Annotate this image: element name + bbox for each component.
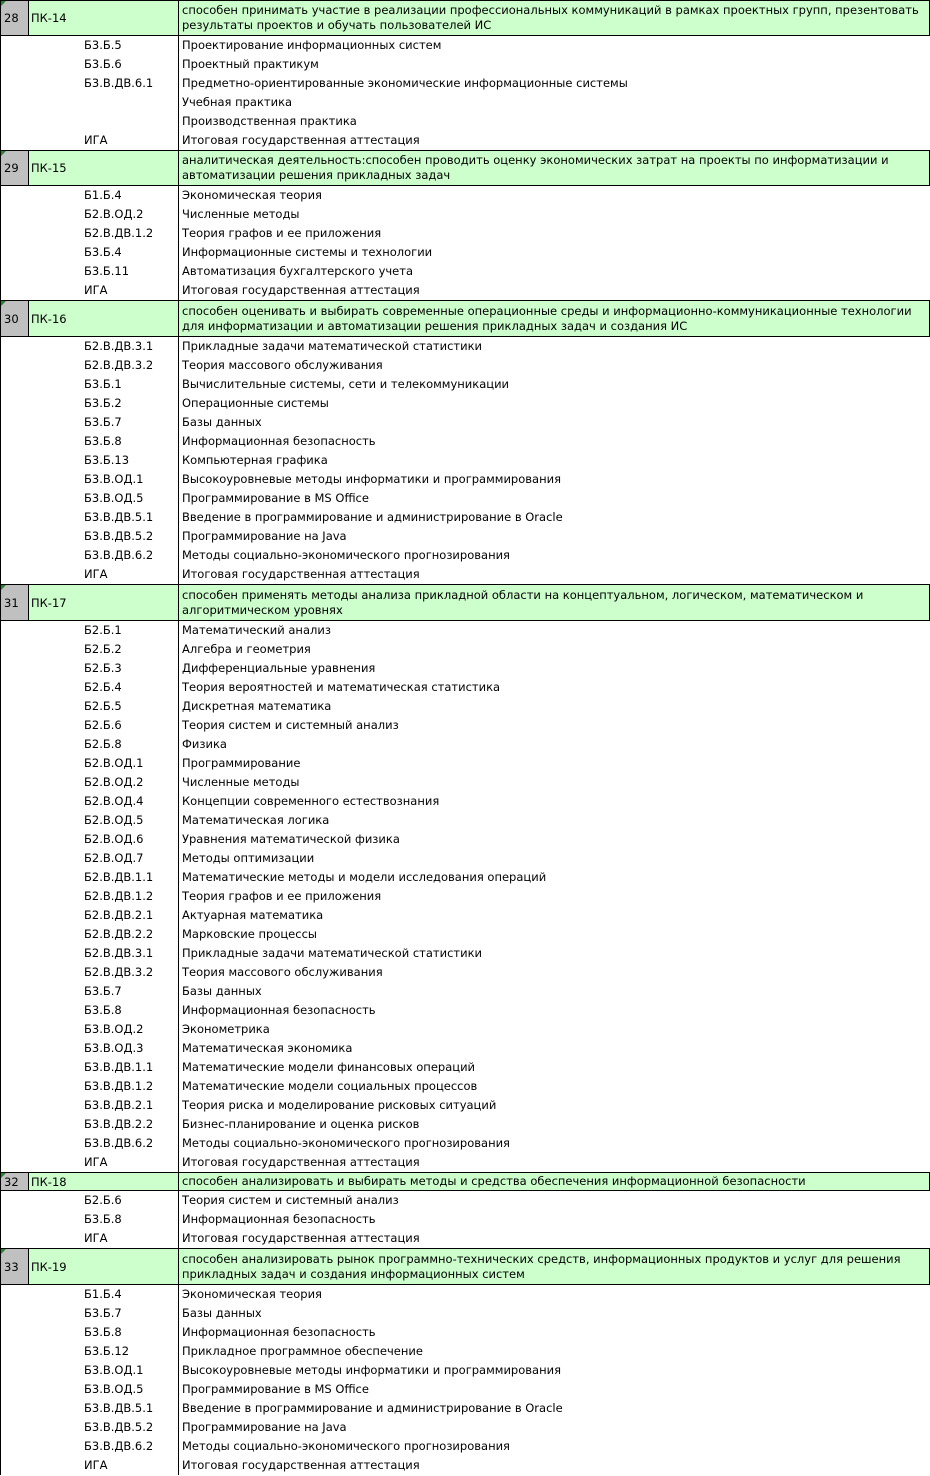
discipline-row[interactable] bbox=[0, 527, 930, 546]
competency-code[interactable]: ПК-19 bbox=[31, 1259, 67, 1274]
discipline-row[interactable] bbox=[0, 1229, 930, 1248]
discipline-name[interactable]: Программирование на Java bbox=[178, 1418, 930, 1437]
discipline-name[interactable]: Бизнес-планирование и оценка рисков bbox=[178, 1115, 930, 1134]
discipline-name[interactable]: Математические методы и модели исследования операций bbox=[178, 868, 930, 887]
discipline-name[interactable]: Теория систем и системный анализ bbox=[178, 716, 930, 735]
discipline-row[interactable] bbox=[0, 1437, 930, 1456]
discipline-name[interactable]: Итоговая государственная аттестация bbox=[178, 281, 930, 300]
discipline-name[interactable]: Методы социально-экономического прогнозирования bbox=[178, 1437, 930, 1456]
discipline-row[interactable] bbox=[0, 262, 930, 281]
discipline-name[interactable]: Введение в программирование и администрирование в Oracle bbox=[178, 1399, 930, 1418]
discipline-code[interactable]: Б3.В.ДВ.5.1 bbox=[84, 510, 154, 524]
discipline-code[interactable]: Б2.В.ДВ.1.2 bbox=[84, 889, 154, 903]
comment-marker-icon bbox=[1, 1249, 6, 1254]
competency-description[interactable]: способен анализировать и выбирать методы и средства обеспечения информационной безопасности bbox=[178, 1173, 930, 1190]
discipline-code[interactable]: Б3.В.ДВ.2.1 bbox=[84, 1098, 154, 1112]
discipline-code[interactable]: Б3.Б.12 bbox=[84, 1344, 130, 1358]
discipline-name[interactable]: Высокоуровневые методы информатики и программирования bbox=[178, 1361, 930, 1380]
discipline-name[interactable]: Концепции современного естествознания bbox=[178, 792, 930, 811]
discipline-row[interactable] bbox=[0, 1210, 930, 1229]
discipline-row[interactable] bbox=[0, 112, 930, 131]
discipline-code[interactable]: Б3.Б.8 bbox=[84, 1003, 122, 1017]
discipline-name[interactable]: Теория вероятностей и математическая статистика bbox=[178, 678, 930, 697]
discipline-code[interactable]: Б2.В.ОД.2 bbox=[84, 775, 144, 789]
discipline-name[interactable]: Информационная безопасность bbox=[178, 1210, 930, 1229]
discipline-code[interactable]: ИГА bbox=[84, 567, 108, 581]
discipline-row[interactable] bbox=[0, 1361, 930, 1380]
discipline-name[interactable]: Вычислительные системы, сети и телекоммуникации bbox=[178, 375, 930, 394]
discipline-code[interactable]: ИГА bbox=[84, 1458, 108, 1472]
discipline-name[interactable]: Прикладные задачи математической статистики bbox=[178, 944, 930, 963]
discipline-code[interactable]: Б2.В.ДВ.3.1 bbox=[84, 339, 154, 353]
discipline-name[interactable]: Уравнения математической физика bbox=[178, 830, 930, 849]
discipline-row[interactable] bbox=[0, 356, 930, 375]
discipline-name[interactable]: Информационная безопасность bbox=[178, 1323, 930, 1342]
competency-code[interactable]: ПК-15 bbox=[31, 161, 67, 175]
discipline-code[interactable]: Б2.Б.4 bbox=[84, 680, 122, 694]
discipline-name[interactable]: Эконометрика bbox=[178, 1020, 930, 1039]
discipline-code[interactable]: ИГА bbox=[84, 1155, 108, 1169]
discipline-name[interactable]: Физика bbox=[178, 735, 930, 754]
discipline-row[interactable] bbox=[0, 432, 930, 451]
discipline-name[interactable]: Математическая логика bbox=[178, 811, 930, 830]
row-number[interactable]: 29 bbox=[0, 151, 29, 185]
discipline-row[interactable] bbox=[0, 621, 930, 640]
discipline-code[interactable]: Б3.В.ДВ.1.1 bbox=[84, 1060, 154, 1074]
discipline-row[interactable] bbox=[0, 1342, 930, 1361]
row-number[interactable]: 32 bbox=[0, 1173, 29, 1190]
discipline-row[interactable] bbox=[0, 375, 930, 394]
discipline-row[interactable] bbox=[0, 659, 930, 678]
discipline-code[interactable]: Б3.В.ОД.1 bbox=[84, 1363, 144, 1377]
discipline-row[interactable] bbox=[0, 1077, 930, 1096]
discipline-row[interactable] bbox=[0, 1058, 930, 1077]
discipline-row[interactable] bbox=[0, 546, 930, 565]
discipline-name[interactable]: Высокоуровневые методы информатики и программирования bbox=[178, 470, 930, 489]
discipline-code[interactable]: Б2.В.ДВ.1.1 bbox=[84, 870, 154, 884]
discipline-code[interactable]: Б2.В.ОД.7 bbox=[84, 851, 144, 865]
discipline-code[interactable]: Б3.В.ДВ.5.2 bbox=[84, 529, 154, 543]
discipline-row[interactable] bbox=[0, 944, 930, 963]
discipline-name[interactable]: Дифференциальные уравнения bbox=[178, 659, 930, 678]
discipline-code[interactable]: Б3.Б.8 bbox=[84, 1212, 122, 1226]
discipline-row[interactable] bbox=[0, 1153, 930, 1172]
discipline-row[interactable] bbox=[0, 93, 930, 112]
discipline-name[interactable]: Программирование bbox=[178, 754, 930, 773]
discipline-name[interactable]: Численные методы bbox=[178, 773, 930, 792]
discipline-name[interactable]: Итоговая государственная аттестация bbox=[178, 131, 930, 150]
discipline-row[interactable] bbox=[0, 394, 930, 413]
competency-description[interactable]: способен оценивать и выбирать современные операционные среды и информационно-коммуникационные технологии для информатизации и автоматизации решения прикладных задач и создания ИС bbox=[178, 301, 930, 336]
competency-description[interactable]: способен анализировать рынок программно-технических средств, информационных продуктов и услуг для решения прикладных задач и создания информационных систем bbox=[178, 1249, 930, 1284]
discipline-row[interactable] bbox=[0, 337, 930, 356]
discipline-code[interactable]: Б2.Б.1 bbox=[84, 623, 122, 637]
discipline-code[interactable]: Б2.В.ДВ.2.1 bbox=[84, 908, 154, 922]
discipline-code[interactable]: Б3.Б.7 bbox=[84, 984, 122, 998]
discipline-code[interactable]: Б1.Б.4 bbox=[84, 1287, 122, 1301]
discipline-name[interactable]: Алгебра и геометрия bbox=[178, 640, 930, 659]
discipline-name[interactable]: Теория систем и системный анализ bbox=[178, 1191, 930, 1210]
discipline-code[interactable]: Б2.Б.6 bbox=[84, 1193, 122, 1207]
comment-marker-icon bbox=[1, 1, 6, 6]
discipline-code[interactable]: Б3.Б.11 bbox=[84, 264, 130, 278]
row-number[interactable]: 31 bbox=[0, 585, 29, 620]
discipline-code[interactable]: Б3.Б.7 bbox=[84, 1306, 122, 1320]
discipline-code[interactable]: Б3.В.ОД.5 bbox=[84, 1382, 144, 1396]
discipline-name[interactable]: Прикладное программное обеспечение bbox=[178, 1342, 930, 1361]
discipline-name[interactable]: Экономическая теория bbox=[178, 1285, 930, 1304]
competency-description[interactable]: способен применять методы анализа прикладной области на концептуальном, логическом, математическом и алгоритмическом уровнях bbox=[178, 585, 930, 620]
discipline-name[interactable]: Теория графов и ее приложения bbox=[178, 887, 930, 906]
discipline-code[interactable]: Б3.В.ОД.3 bbox=[84, 1041, 144, 1055]
discipline-name[interactable]: Автоматизация бухгалтерского учета bbox=[178, 262, 930, 281]
competency-header-row[interactable] bbox=[0, 0, 930, 36]
discipline-row[interactable] bbox=[0, 1020, 930, 1039]
discipline-code[interactable] bbox=[82, 112, 178, 131]
discipline-code[interactable]: ИГА bbox=[84, 133, 108, 147]
discipline-name[interactable]: Итоговая государственная аттестация bbox=[178, 1229, 930, 1248]
discipline-code[interactable]: Б3.Б.8 bbox=[84, 434, 122, 448]
discipline-code[interactable]: Б3.В.ДВ.6.1 bbox=[84, 76, 154, 90]
discipline-row[interactable] bbox=[0, 906, 930, 925]
discipline-code[interactable]: Б2.В.ОД.6 bbox=[84, 832, 144, 846]
discipline-name[interactable]: Итоговая государственная аттестация bbox=[178, 1456, 930, 1475]
discipline-name[interactable]: Марковские процессы bbox=[178, 925, 930, 944]
competency-description[interactable]: аналитическая деятельность:способен проводить оценку экономических затрат на проекты по информатизации и автоматизации решения прикладных задач bbox=[178, 151, 930, 185]
discipline-row[interactable] bbox=[0, 1191, 930, 1210]
discipline-name[interactable]: Актуарная математика bbox=[178, 906, 930, 925]
discipline-name[interactable]: Программирование в MS Office bbox=[178, 1380, 930, 1399]
discipline-name[interactable]: Экономическая теория bbox=[178, 186, 930, 205]
discipline-code[interactable]: Б3.Б.2 bbox=[84, 396, 122, 410]
discipline-name[interactable]: Компьютерная графика bbox=[178, 451, 930, 470]
discipline-code[interactable]: Б3.В.ДВ.6.2 bbox=[84, 1136, 154, 1150]
discipline-row[interactable] bbox=[0, 1115, 930, 1134]
discipline-name[interactable]: Дискретная математика bbox=[178, 697, 930, 716]
discipline-row[interactable] bbox=[0, 451, 930, 470]
competency-description[interactable]: способен принимать участие в реализации профессиональных коммуникаций в рамках проектных групп, презентовать результаты проектов и обучать пользователей ИС bbox=[178, 1, 930, 35]
discipline-row[interactable] bbox=[0, 1304, 930, 1323]
discipline-name[interactable]: Базы данных bbox=[178, 413, 930, 432]
competency-code[interactable]: ПК-14 bbox=[31, 11, 67, 25]
discipline-row[interactable] bbox=[0, 1418, 930, 1437]
discipline-code[interactable]: Б2.Б.5 bbox=[84, 699, 122, 713]
discipline-name[interactable]: Базы данных bbox=[178, 1304, 930, 1323]
discipline-code[interactable]: Б2.В.ДВ.3.1 bbox=[84, 946, 154, 960]
discipline-row[interactable] bbox=[0, 735, 930, 754]
discipline-code[interactable]: Б2.В.ДВ.3.2 bbox=[84, 358, 154, 372]
discipline-row[interactable] bbox=[0, 1134, 930, 1153]
discipline-row[interactable] bbox=[0, 470, 930, 489]
discipline-row[interactable] bbox=[0, 489, 930, 508]
discipline-row[interactable] bbox=[0, 508, 930, 527]
discipline-code[interactable]: Б2.Б.8 bbox=[84, 737, 122, 751]
discipline-code[interactable]: Б3.В.ДВ.2.2 bbox=[84, 1117, 154, 1131]
discipline-code[interactable]: Б3.В.ДВ.5.1 bbox=[84, 1401, 154, 1415]
discipline-name[interactable]: Математический анализ bbox=[178, 621, 930, 640]
discipline-name[interactable]: Итоговая государственная аттестация bbox=[178, 565, 930, 584]
discipline-name[interactable]: Производственная практика bbox=[178, 112, 930, 131]
discipline-row[interactable] bbox=[0, 640, 930, 659]
discipline-row[interactable] bbox=[0, 868, 930, 887]
discipline-name[interactable]: Информационная безопасность bbox=[178, 1001, 930, 1020]
discipline-code[interactable]: Б3.Б.5 bbox=[84, 38, 122, 52]
discipline-row[interactable] bbox=[0, 243, 930, 262]
discipline-code[interactable]: Б3.В.ОД.1 bbox=[84, 472, 144, 486]
discipline-row[interactable] bbox=[0, 1285, 930, 1304]
row-number[interactable]: 33 bbox=[0, 1249, 29, 1284]
discipline-row[interactable] bbox=[0, 1399, 930, 1418]
discipline-code[interactable]: Б3.Б.7 bbox=[84, 415, 122, 429]
discipline-row[interactable] bbox=[0, 811, 930, 830]
discipline-row[interactable] bbox=[0, 678, 930, 697]
discipline-name[interactable]: Математические модели социальных процессов bbox=[178, 1077, 930, 1096]
competency-code[interactable]: ПК-17 bbox=[31, 595, 67, 610]
discipline-row[interactable] bbox=[0, 925, 930, 944]
discipline-name[interactable]: Предметно-ориентированные экономические информационные системы bbox=[178, 74, 930, 93]
discipline-row[interactable] bbox=[0, 565, 930, 584]
discipline-name[interactable]: Базы данных bbox=[178, 982, 930, 1001]
discipline-code[interactable]: Б3.В.ДВ.1.2 bbox=[84, 1079, 154, 1093]
row-number[interactable]: 30 bbox=[0, 301, 29, 336]
discipline-row[interactable] bbox=[0, 830, 930, 849]
comment-marker-icon bbox=[1, 1173, 6, 1178]
discipline-row[interactable] bbox=[0, 754, 930, 773]
discipline-name[interactable]: Информационные системы и технологии bbox=[178, 243, 930, 262]
discipline-row[interactable] bbox=[0, 131, 930, 150]
discipline-name[interactable]: Учебная практика bbox=[178, 93, 930, 112]
discipline-name[interactable]: Программирование в MS Office bbox=[178, 489, 930, 508]
discipline-row[interactable] bbox=[0, 849, 930, 868]
discipline-name[interactable]: Численные методы bbox=[178, 205, 930, 224]
discipline-code[interactable]: Б3.В.ДВ.5.2 bbox=[84, 1420, 154, 1434]
discipline-code[interactable]: Б2.В.ДВ.1.2 bbox=[84, 226, 154, 240]
discipline-row[interactable] bbox=[0, 697, 930, 716]
discipline-name[interactable]: Математическая экономика bbox=[178, 1039, 930, 1058]
discipline-code[interactable]: Б3.Б.1 bbox=[84, 377, 122, 391]
discipline-code[interactable]: Б2.В.ОД.2 bbox=[84, 207, 144, 221]
discipline-row[interactable] bbox=[0, 982, 930, 1001]
discipline-code[interactable]: Б3.В.ДВ.6.2 bbox=[84, 1439, 154, 1453]
discipline-name[interactable]: Программирование на Java bbox=[178, 527, 930, 546]
discipline-code[interactable]: Б2.Б.3 bbox=[84, 661, 122, 675]
discipline-code[interactable]: Б3.В.ДВ.6.2 bbox=[84, 548, 154, 562]
discipline-code[interactable]: Б3.Б.4 bbox=[84, 245, 122, 259]
discipline-code[interactable]: Б1.Б.4 bbox=[84, 188, 122, 202]
discipline-name[interactable]: Теория графов и ее приложения bbox=[178, 224, 930, 243]
discipline-row[interactable] bbox=[0, 224, 930, 243]
discipline-row[interactable] bbox=[0, 1001, 930, 1020]
discipline-code[interactable]: ИГА bbox=[84, 283, 108, 297]
discipline-row[interactable] bbox=[0, 74, 930, 93]
discipline-code[interactable]: ИГА bbox=[84, 1231, 108, 1245]
competency-header-row[interactable] bbox=[0, 300, 930, 337]
discipline-name[interactable]: Операционные системы bbox=[178, 394, 930, 413]
discipline-code[interactable]: Б3.Б.6 bbox=[84, 57, 122, 71]
competency-header-row[interactable] bbox=[0, 584, 930, 621]
discipline-code[interactable]: Б2.В.ДВ.3.2 bbox=[84, 965, 154, 979]
discipline-row[interactable] bbox=[0, 887, 930, 906]
competency-code[interactable]: ПК-16 bbox=[31, 311, 67, 326]
discipline-code[interactable]: Б2.Б.2 bbox=[84, 642, 122, 656]
discipline-row[interactable] bbox=[0, 963, 930, 982]
competency-header-row[interactable] bbox=[0, 1172, 930, 1191]
discipline-code[interactable]: Б2.В.ОД.1 bbox=[84, 756, 144, 770]
discipline-code[interactable]: Б2.Б.6 bbox=[84, 718, 122, 732]
discipline-name[interactable]: Итоговая государственная аттестация bbox=[178, 1153, 930, 1172]
discipline-name[interactable]: Прикладные задачи математической статистики bbox=[178, 337, 930, 356]
discipline-code[interactable]: Б3.В.ОД.2 bbox=[84, 1022, 144, 1036]
discipline-name[interactable]: Теория массового обслуживания bbox=[178, 963, 930, 982]
discipline-code[interactable]: Б3.Б.8 bbox=[84, 1325, 122, 1339]
discipline-name[interactable]: Методы социально-экономического прогнозирования bbox=[178, 546, 930, 565]
discipline-name[interactable]: Математические модели финансовых операций bbox=[178, 1058, 930, 1077]
discipline-name[interactable]: Методы социально-экономического прогнозирования bbox=[178, 1134, 930, 1153]
discipline-code[interactable]: Б3.Б.13 bbox=[84, 453, 130, 467]
comment-marker-icon bbox=[1, 151, 6, 156]
discipline-row[interactable] bbox=[0, 716, 930, 735]
discipline-row[interactable] bbox=[0, 281, 930, 300]
comment-marker-icon bbox=[1, 585, 6, 590]
discipline-name[interactable]: Теория риска и моделирование рисковых ситуаций bbox=[178, 1096, 930, 1115]
discipline-code[interactable]: Б2.В.ДВ.2.2 bbox=[84, 927, 154, 941]
discipline-row[interactable] bbox=[0, 792, 930, 811]
discipline-name[interactable]: Введение в программирование и администрирование в Oracle bbox=[178, 508, 930, 527]
competency-code[interactable]: ПК-18 bbox=[31, 1174, 67, 1189]
discipline-row[interactable] bbox=[0, 55, 930, 74]
discipline-row[interactable] bbox=[0, 205, 930, 224]
discipline-name[interactable]: Теория массового обслуживания bbox=[178, 356, 930, 375]
competency-header-row[interactable] bbox=[0, 1248, 930, 1285]
discipline-code[interactable]: Б2.В.ОД.4 bbox=[84, 794, 144, 808]
row-number[interactable]: 28 bbox=[0, 1, 29, 35]
discipline-code[interactable]: Б3.В.ОД.5 bbox=[84, 491, 144, 505]
discipline-row[interactable] bbox=[0, 1323, 930, 1342]
discipline-row[interactable] bbox=[0, 773, 930, 792]
discipline-row[interactable] bbox=[0, 1096, 930, 1115]
discipline-row[interactable] bbox=[0, 413, 930, 432]
discipline-code[interactable]: Б2.В.ОД.5 bbox=[84, 813, 144, 827]
discipline-row[interactable] bbox=[0, 186, 930, 205]
discipline-row[interactable] bbox=[0, 1039, 930, 1058]
discipline-name[interactable]: Проектный практикум bbox=[178, 55, 930, 74]
discipline-row[interactable] bbox=[0, 1456, 930, 1475]
discipline-name[interactable]: Информационная безопасность bbox=[178, 432, 930, 451]
discipline-name[interactable]: Проектирование информационных систем bbox=[178, 36, 930, 55]
discipline-code[interactable] bbox=[82, 93, 178, 112]
competency-header-row[interactable] bbox=[0, 150, 930, 186]
discipline-row[interactable] bbox=[0, 36, 930, 55]
comment-marker-icon bbox=[1, 301, 6, 306]
discipline-row[interactable] bbox=[0, 1380, 930, 1399]
discipline-name[interactable]: Методы оптимизации bbox=[178, 849, 930, 868]
